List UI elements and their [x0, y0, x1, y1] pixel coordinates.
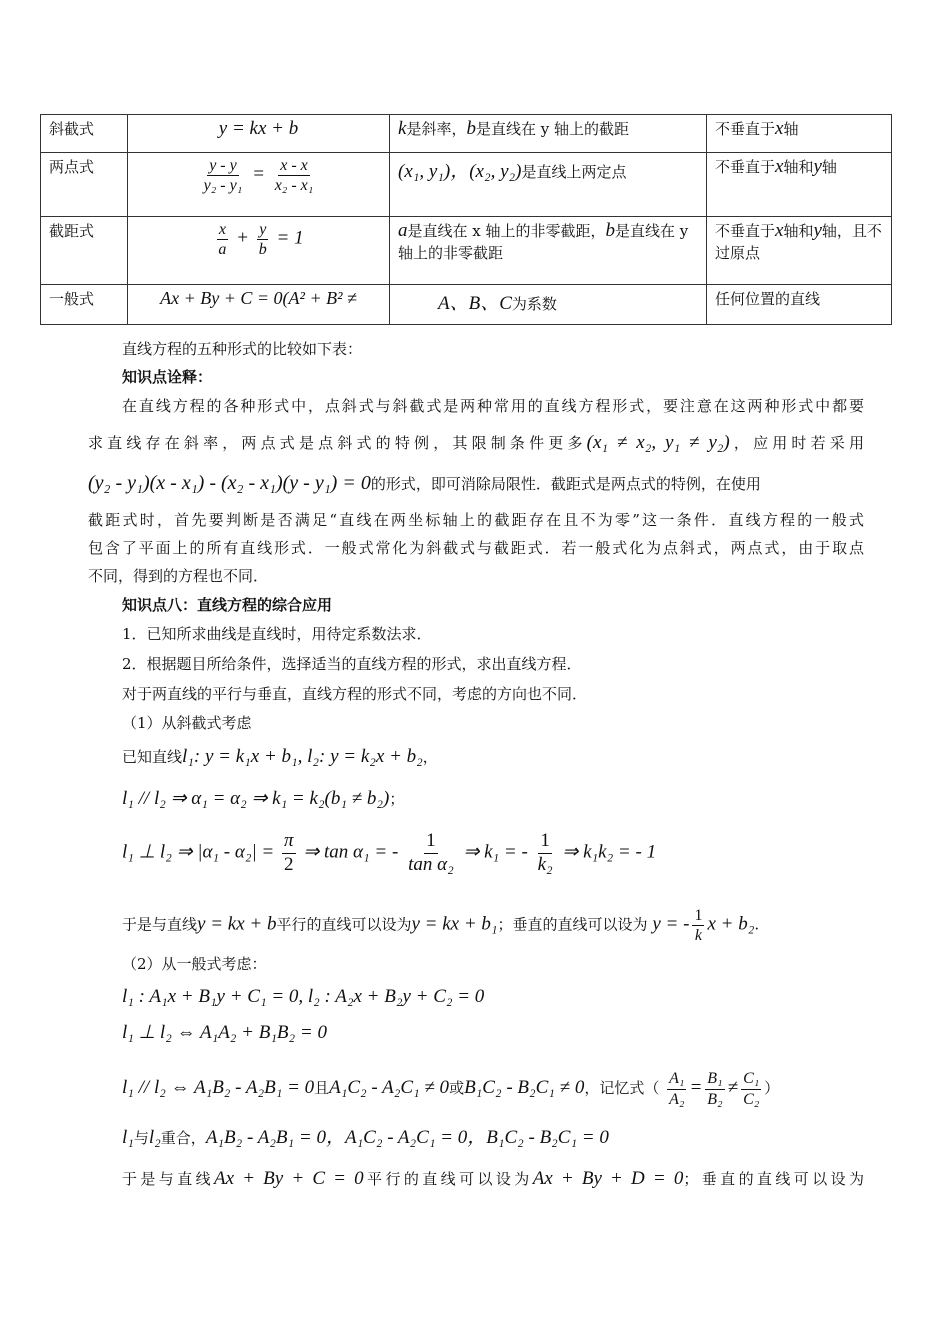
list-item: 2．根据题目所给条件，选择适当的直线方程的形式，求出直线方程． [122, 655, 582, 673]
form-condition: 不垂直于x轴和y轴，且不过原点 [707, 217, 892, 285]
paragraph: 包含了平面上的所有直线形式．一般式常化为斜截式与截距式．若一般式化为点斜式，两点式，由于取点 [88, 539, 864, 557]
math-line: 已知直线l₁: y = k₁x + b₁, l₂: y = k₂x + b₂， [122, 746, 438, 767]
math-line: l₁ ⊥ l₂ ⇔ A₁A₂ + B₁B₂ = 0 [122, 1022, 327, 1043]
form-name: 一般式 [41, 285, 128, 325]
table-row [41, 217, 892, 285]
form-desc: a是直线在 x 轴上的非零截距，b是直线在 y 轴上的非零截距 [390, 217, 707, 285]
form-name: 两点式 [41, 153, 128, 217]
subheading: （2）从一般式考虑： [122, 955, 267, 973]
math-line: 于是与直线Ax + By + C = 0平行的直线可以设为Ax + By + D = 0；垂直的直线可以设为 [122, 1168, 864, 1189]
form-formula: Ax + By + C = 0(A² + B² ≠ [128, 285, 390, 325]
math-line: l₁ ⊥ l₂ ⇒ |α₁ - α₂| = $\frac{\pi}{2}$ ⇒ tan α₁ = - $\frac{1}{\text{tan α₂}}$ ⇒ k₁ = - $\frac{1}{\text{k₂}}$ ⇒ k₁k₂ = - 1 [122, 830, 657, 875]
form-desc: A、B、C为系数 [390, 285, 707, 325]
form-formula: $\frac{y - y}{\text{y₂ - y₁}}$ = $\frac{x - x}{\text{x₂ - x₁}}$ [128, 153, 390, 217]
form-condition: 任何位置的直线 [707, 285, 892, 325]
form-name: 截距式 [41, 217, 128, 285]
form-condition: 不垂直于x轴和y轴 [707, 153, 892, 217]
form-formula: $\frac{x}{a}$ + $\frac{y}{b}$ = 1 [128, 217, 390, 285]
math-line: l₁ // l₂ ⇔ A₁B₂ - A₂B₁ = 0且A₁C₂ - A₂C₁ ≠ 0或B₁C₂ - B₂C₁ ≠ 0，记忆式（ $\frac{\text{A₁}}{\text{A₂}}$ = $\frac{\text{B₁}}{\text{B₂}}$ ≠ $\frac{\text{C₁}}{\text{C₂}}$ ） [122, 1070, 780, 1108]
math-line: 于是与直线y = kx + b平行的直线可以设为y = kx + b₁；垂直的直线可以设为 y = - $\frac{1}{k}$ x + b₂. [122, 907, 760, 945]
form-name: 斜截式 [41, 115, 128, 153]
intro-text: 直线方程的五种形式的比较如下表： [122, 340, 363, 358]
form-desc: (x₁, y₁)，(x₂, y₂)是直线上两定点 [390, 153, 707, 217]
paragraph: (y₂ - y₁)(x - x₁) - (x₂ - x₁)(y - y₁) = 0的形式，即可消除局限性．截距式是两点式的特例，在使用 [88, 472, 761, 494]
table-row [41, 153, 892, 217]
math-line: l₁ // l₂ ⇒ α₁ = α₂ ⇒ k₁ = k₂(b₁ ≠ b₂)； [122, 788, 405, 809]
paragraph: 在直线方程的各种形式中，点斜式与斜截式是两种常用的直线方程形式，要注意在这两种形式中都要 [122, 397, 864, 415]
math-line: l₁ : A₁x + B₁y + C₁ = 0, l₂ : A₂x + B₂y + C₂ = 0 [122, 986, 485, 1007]
paragraph: 截距式时，首先要判断是否满足“直线在两坐标轴上的截距存在且不为零”这一条件．直线方程的一般式 [88, 511, 864, 529]
paragraph: 不同，得到的方程也不同． [88, 567, 269, 585]
form-desc: k是斜率，b是直线在 y 轴上的截距 [390, 115, 707, 153]
paragraph: 对于两直线的平行与垂直，直线方程的形式不同，考虑的方向也不同． [122, 685, 588, 703]
line-forms-table [40, 114, 892, 325]
table-row [41, 115, 892, 153]
math-line: l₁与l₂重合，A₁B₂ - A₂B₁ = 0，A₁C₂ - A₂C₁ = 0，B₁C₂ - B₂C₁ = 0 [122, 1127, 609, 1148]
form-formula: y = kx + b [128, 115, 390, 153]
table-row [41, 285, 892, 325]
subheading: （1）从斜截式考虑 [122, 714, 252, 732]
paragraph: 求直线存在斜率，两点式是点斜式的特例，其限制条件更多(x₁ ≠ x₂, y₁ ≠ y₂)，应用时若采用 [88, 432, 864, 453]
note-title: 知识点诠释： [122, 368, 213, 386]
section-heading: 知识点八：直线方程的综合应用 [122, 596, 333, 614]
list-item: 1．已知所求曲线是直线时，用待定系数法求． [122, 625, 432, 643]
form-condition: 不垂直于x轴 [707, 115, 892, 153]
